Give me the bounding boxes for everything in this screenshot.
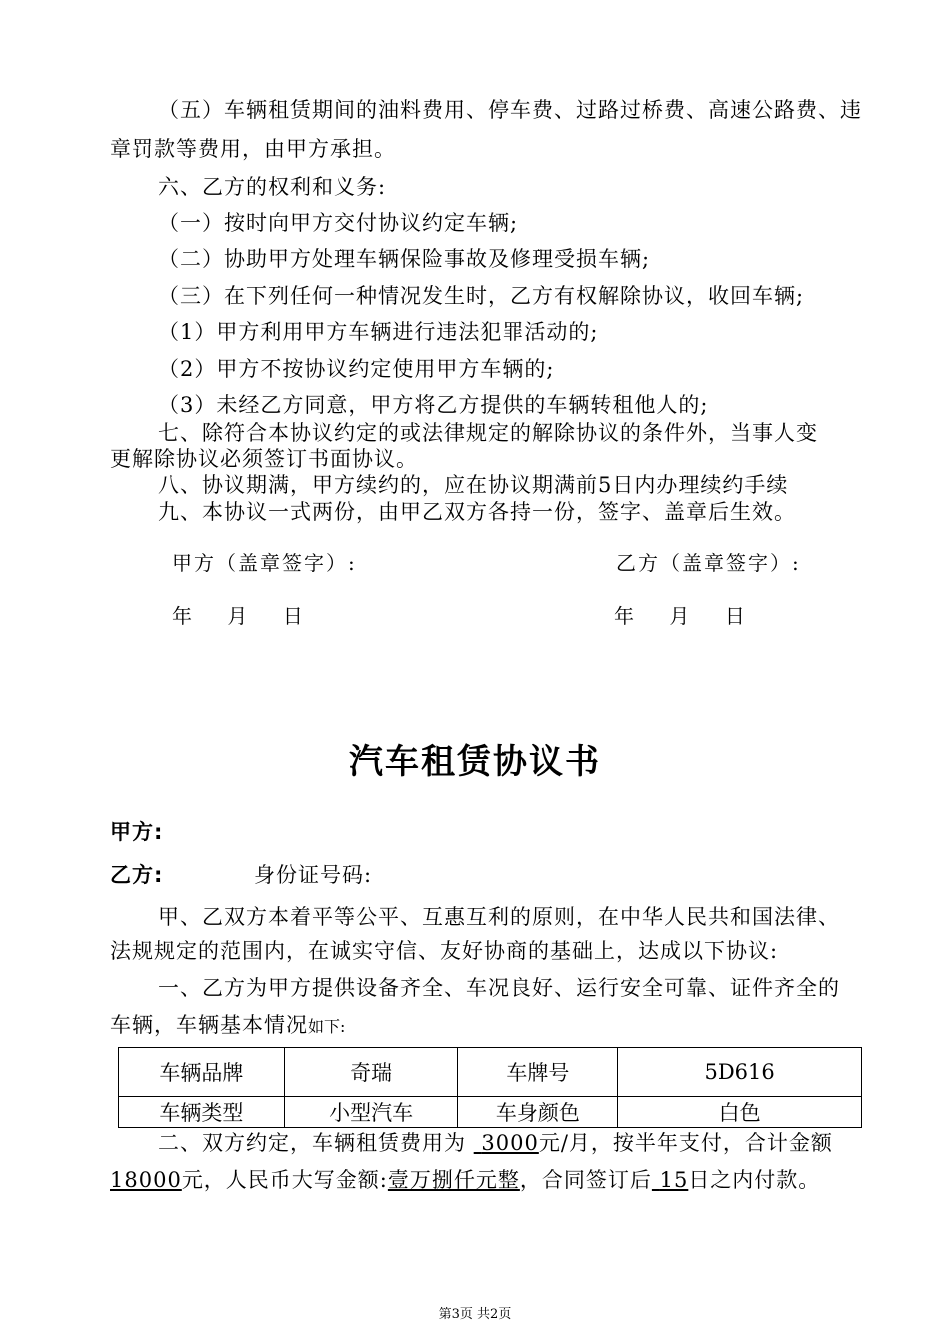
clause-2-line-1	[158, 1130, 833, 1156]
plate-value-cell: 5D616	[618, 1048, 862, 1097]
total-amount-words: 壹万捌仟元整	[387, 1168, 520, 1192]
section-6-sub-1: （1）甲方利用甲方车辆进行违法犯罪活动的;	[158, 320, 599, 344]
id-number-label: 身份证号码:	[254, 863, 373, 887]
clause-1-line-2	[110, 1012, 345, 1040]
section-6-sub-2: （2）甲方不按协议约定使用甲方车辆的;	[158, 357, 555, 381]
clause-2-mid: 元/月，按半年支付，合计金额	[538, 1131, 833, 1155]
total-amount-value: 18000	[110, 1168, 182, 1192]
monthly-rent-number: 3000	[481, 1131, 539, 1155]
color-value-cell: 白色	[618, 1097, 862, 1128]
clause-2-line-2	[110, 1167, 820, 1193]
clause-1-text: 车辆，车辆基本情况	[110, 1013, 308, 1037]
section-7-line-2: 更解除协议必须签订书面协议。	[110, 447, 418, 471]
intro-line-1: 甲、乙双方本着平等公平、互惠互利的原则，在中华人民共和国法律、	[158, 905, 840, 929]
party-b-date: 年 月 日	[614, 604, 747, 628]
party-a-label: 甲方:	[110, 820, 164, 844]
table-row	[119, 1097, 862, 1128]
payment-days-number: 15	[659, 1168, 689, 1192]
clause-2-prefix: 二、双方约定，车辆租赁费用为	[158, 1131, 466, 1155]
section-8: 八、协议期满，甲方续约的，应在协议期满前5日内办理续约手续	[158, 473, 789, 497]
intro-line-2: 法规规定的范围内，在诚实守信、友好协商的基础上，达成以下协议:	[110, 939, 779, 963]
monthly-rent-value	[474, 1131, 539, 1155]
party-a-date: 年 月 日	[172, 604, 305, 628]
document-title: 汽车租赁协议书	[349, 742, 601, 782]
party-a-signature-label: 甲方（盖章签字）:	[172, 551, 357, 575]
clause-1-small-text: 如下:	[308, 1017, 346, 1036]
type-value-cell: 小型汽车	[284, 1097, 458, 1128]
type-label-cell: 车辆类型	[119, 1097, 285, 1128]
clause-5-line-1: （五）车辆租赁期间的油料费用、停车费、过路过桥费、高速公路费、违	[158, 98, 862, 122]
brand-label-cell: 车辆品牌	[119, 1048, 285, 1097]
section-6-item-1: （一）按时向甲方交付协议约定车辆;	[158, 211, 519, 235]
table-row	[119, 1048, 862, 1097]
party-b-label: 乙方:	[110, 863, 164, 887]
clause-2-text-b: ，合同签订后	[519, 1168, 652, 1192]
clause-5-line-2: 章罚款等费用，由甲方承担。	[110, 137, 396, 161]
plate-label-cell: 车牌号	[458, 1048, 618, 1097]
section-6-heading: 六、乙方的权利和义务:	[158, 175, 387, 199]
page-footer: 第3页 共2页	[438, 1307, 512, 1322]
vehicle-info-table	[118, 1047, 862, 1128]
party-b-signature-label: 乙方（盖章签字）:	[616, 551, 801, 575]
section-6-item-3: （三）在下列任何一种情况发生时，乙方有权解除协议，收回车辆;	[158, 284, 805, 308]
section-7-line-1: 七、除符合本协议约定的或法律规定的解除协议的条件外，当事人变	[158, 421, 818, 445]
section-9: 九、本协议一式两份，由甲乙双方各持一份，签字、盖章后生效。	[158, 500, 796, 524]
section-6-item-2: （二）协助甲方处理车辆保险事故及修理受损车辆;	[158, 247, 651, 271]
color-label-cell: 车身颜色	[458, 1097, 618, 1128]
clause-2-text-c: 日之内付款。	[688, 1168, 821, 1192]
clause-2-text-a: 元，人民币大写金额:	[181, 1168, 388, 1192]
clause-1-line-1: 一、乙方为甲方提供设备齐全、车况良好、运行安全可靠、证件齐全的	[158, 976, 840, 1000]
section-6-sub-3: （3）未经乙方同意，甲方将乙方提供的车辆转租他人的;	[158, 393, 709, 417]
brand-value-cell: 奇瑞	[284, 1048, 458, 1097]
payment-days-value	[652, 1168, 688, 1192]
